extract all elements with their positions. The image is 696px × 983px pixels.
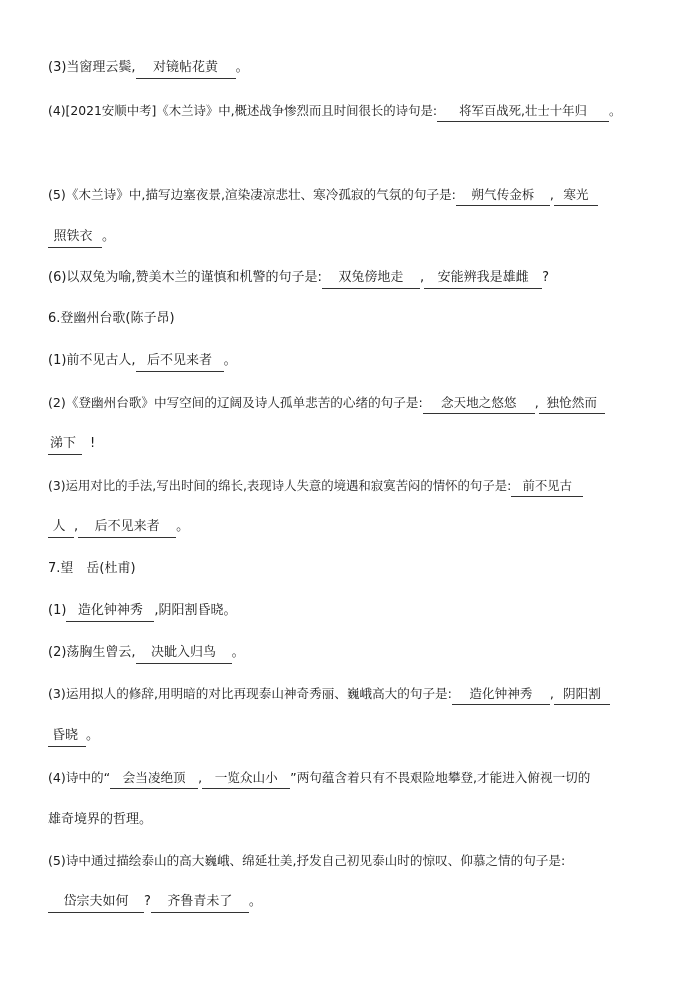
question-6-2 (48, 393, 605, 413)
question-7-4 (48, 768, 590, 788)
question-text: (4)[2021安顺中考]《木兰诗》中,概述战争惨烈而且时间很长的诗句是: (48, 103, 438, 118)
question-suffix: ? (542, 270, 549, 285)
answer-separator: ? (144, 894, 151, 909)
answer-blank: 造化钟神秀 (66, 602, 154, 622)
question-5-3 (48, 58, 249, 78)
answer-blank-1-continued: 人 (48, 518, 74, 538)
answer-blank-2: 阴阳割 (554, 685, 610, 705)
question-7-3 (48, 684, 610, 704)
answer-blank: 对镜帖花黄 (136, 59, 236, 79)
answer-blank-2-continued: 昏晓 (48, 727, 86, 747)
question-7-1 (48, 601, 237, 621)
answer-blank-2: 安能辨我是雄雌 (424, 269, 542, 289)
question-5-5 (48, 185, 598, 205)
question-text: (1)前不见古人, (48, 353, 136, 368)
answer-blank-1: 双兔傍地走 (322, 269, 420, 289)
question-suffix: 。 (102, 229, 116, 244)
answer-blank-1: 前不见古 (511, 477, 583, 497)
question-text: (2)荡胸生曾云, (48, 645, 136, 660)
question-text: (1) (48, 603, 67, 618)
answer-blank-2-continued: 照铁衣 (48, 228, 102, 248)
question-6-2-continued (48, 434, 95, 454)
section-6-title: 6.登幽州台歌(陈子昂) (48, 311, 175, 326)
question-text: (5)诗中通过描绘泰山的高大巍峨、绵延壮美,抒发自己初见泰山时的惊叹、仰慕之情的句子是: (48, 853, 566, 868)
question-7-2 (48, 643, 245, 663)
answer-separator: , (419, 270, 425, 285)
answer-separator: , (74, 519, 79, 534)
question-suffix: ”两句蕴含着只有不畏艰险地攀登,才能进入俯视一切的 (290, 770, 591, 785)
question-suffix: 。 (86, 728, 100, 743)
question-suffix: 。 (223, 353, 237, 368)
answer-blank: 决眦入归鸟 (136, 644, 232, 664)
answer-separator: , (549, 187, 554, 202)
question-text: (6)以双兔为喻,赞美木兰的谨慎和机警的句子是: (48, 270, 322, 285)
question-text: (2)《登幽州台歌》中写空间的辽阔及诗人孤单悲苦的心绪的句子是: (48, 395, 423, 410)
question-7-4-continued: 雄奇境界的哲理。 (48, 812, 153, 827)
answer-blank: 后不见来者 (136, 352, 224, 372)
question-suffix: 。 (235, 60, 249, 75)
question-suffix: 。 (176, 519, 190, 534)
answer-blank-2: 独怆然而 (539, 394, 605, 414)
question-suffix: 。 (248, 894, 262, 909)
question-text: (3)运用拟人的修辞,用明暗的对比再现泰山神奇秀丽、巍峨高大的句子是: (48, 686, 452, 701)
question-text: (3)运用对比的手法,写出时间的绵长,表现诗人失意的境遇和寂寞苦闷的情怀的句子是: (48, 478, 512, 493)
question-suffix: 。 (609, 103, 622, 118)
answer-blank-2: 齐鲁青未了 (151, 893, 249, 913)
question-5-6 (48, 268, 549, 288)
answer-blank-1: 造化钟神秀 (452, 685, 550, 705)
answer-blank-1: 念天地之悠悠 (423, 394, 535, 414)
answer-separator: , (549, 686, 554, 701)
question-suffix: 。 (231, 645, 245, 660)
question-6-3-continued (48, 517, 189, 537)
question-7-5 (48, 851, 565, 871)
answer-blank-2: 寒光 (554, 186, 598, 206)
question-5-5-continued (48, 227, 115, 247)
question-7-3-continued (48, 726, 99, 746)
question-text: (3)当窗理云鬓, (48, 60, 136, 75)
question-text: (5)《木兰诗》中,描写边塞夜景,渲染凄凉悲壮、寒冷孤寂的气氛的句子是: (48, 187, 456, 202)
answer-blank-2: 后不见来者 (78, 518, 176, 538)
answer-separator: , (198, 770, 203, 785)
question-6-1 (48, 351, 237, 371)
section-7-title: 7.望 岳(杜甫) (48, 561, 136, 576)
question-suffix: ,阴阳割昏晓。 (154, 603, 237, 618)
answer-separator: , (534, 395, 539, 410)
question-suffix: ! (90, 436, 96, 451)
answer-blank-2: 一览众山小 (202, 769, 290, 789)
answer-blank-1: 会当凌绝顶 (110, 769, 198, 789)
question-5-4 (48, 101, 621, 121)
answer-blank-1: 岱宗夫如何 (48, 893, 144, 913)
question-7-5-continued (48, 892, 262, 912)
question-text: (4)诗中的“ (48, 770, 111, 785)
question-6-3 (48, 476, 583, 496)
answer-blank-2-continued: 涕下 (48, 435, 82, 455)
answer-blank: 将军百战死,壮士十年归 (437, 102, 609, 122)
answer-blank-1: 朔气传金柝 (456, 186, 550, 206)
